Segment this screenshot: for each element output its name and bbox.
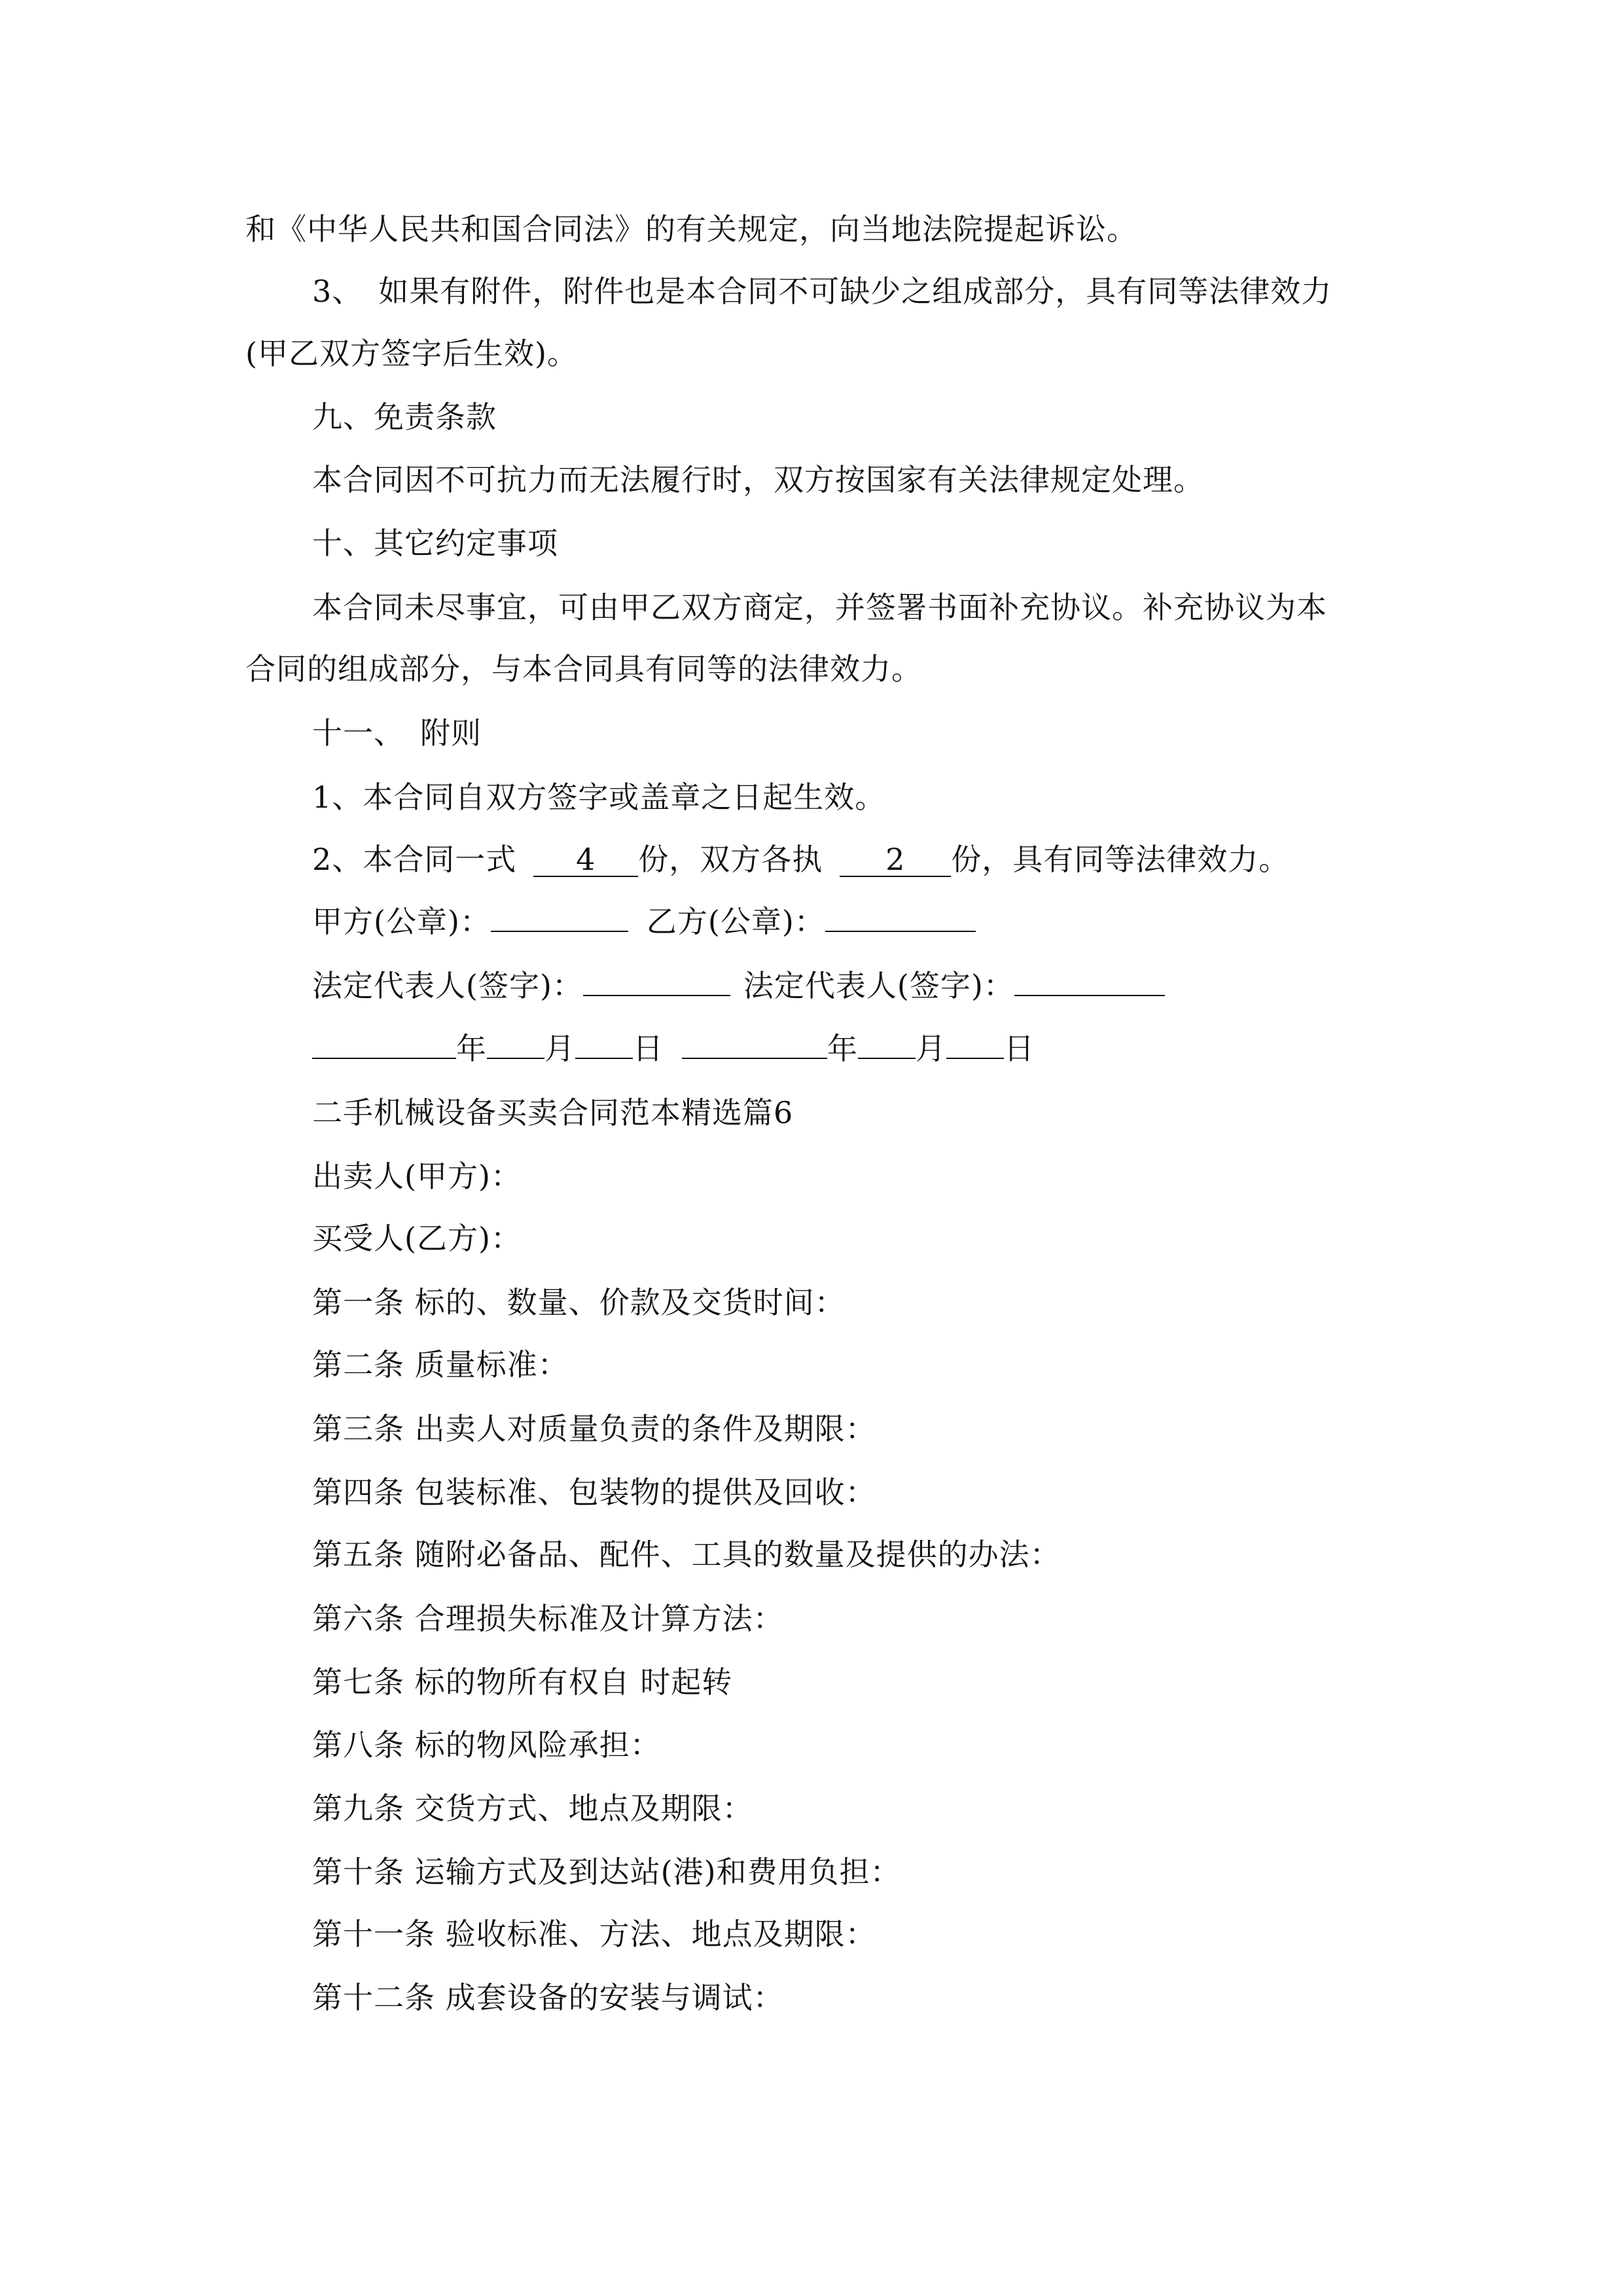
date-a-year: 年 xyxy=(456,1031,487,1066)
date-b-month-blank xyxy=(858,1029,916,1059)
copies-suffix: 份，具有同等法律效力。 xyxy=(951,842,1290,877)
party-b-seal-label: 乙方(公章)： xyxy=(646,904,825,939)
date-b-year: 年 xyxy=(827,1031,858,1066)
article-12: 第十二条 成套设备的安装与调试： xyxy=(312,1980,784,2015)
article-10: 第十条 运输方式及到达站(港)和费用负担： xyxy=(312,1854,901,1890)
signature-seal-line xyxy=(312,902,976,941)
date-a-month: 月 xyxy=(544,1031,575,1066)
date-a-day-blank xyxy=(575,1029,633,1059)
date-b-year-blank xyxy=(682,1029,827,1059)
signature-date-line xyxy=(312,1029,1035,1068)
party-a-seal-blank xyxy=(491,902,628,932)
heading-section-10: 十、其它约定事项 xyxy=(312,526,558,561)
paragraph-dispute-clause-end: 和《中华人民共和国合同法》的有关规定，向当地法院提起诉讼。 xyxy=(245,211,1137,247)
rep-a-label: 法定代表人(签字)： xyxy=(312,968,583,1003)
article-3: 第三条 出卖人对质量负责的条件及期限： xyxy=(312,1411,876,1446)
buyer-label: 买受人(乙方)： xyxy=(312,1221,522,1256)
date-b-day: 日 xyxy=(1004,1031,1035,1066)
paragraph-force-majeure: 本合同因不可抗力而无法履行时，双方按国家有关法律规定处理。 xyxy=(312,462,1204,497)
rep-a-blank xyxy=(583,966,730,996)
date-b-month: 月 xyxy=(916,1031,946,1066)
contract-6-title: 二手机械设备买卖合同范本精选篇6 xyxy=(312,1095,794,1130)
paragraph-supplementary-agreement: 本合同未尽事宜，可由甲乙双方商定，并签署书面补充协议。补充协议为本 xyxy=(312,590,1327,625)
paragraph-effective-date: 1、本合同自双方签字或盖章之日起生效。 xyxy=(312,780,886,815)
paragraph-attachment-clause: 3、 如果有附件，附件也是本合同不可缺少之组成部分，具有同等法律效力 xyxy=(312,274,1332,309)
copies-prefix: 2、本合同一式 xyxy=(312,842,517,877)
article-9: 第九条 交货方式、地点及期限： xyxy=(312,1791,753,1826)
paragraph-supplementary-agreement-cont: 合同的组成部分，与本合同具有同等的法律效力。 xyxy=(245,651,922,687)
rep-b-label: 法定代表人(签字)： xyxy=(743,968,1014,1003)
party-b-seal-blank xyxy=(825,902,976,932)
paragraph-copies-clause xyxy=(312,840,1289,879)
party-a-seal-label: 甲方(公章)： xyxy=(312,904,491,939)
paragraph-attachment-clause-cont: (甲乙双方签字后生效)。 xyxy=(245,336,578,371)
date-a-day: 日 xyxy=(633,1031,664,1066)
article-6: 第六条 合理损失标准及计算方法： xyxy=(312,1601,784,1636)
heading-section-11: 十一、 附则 xyxy=(312,715,482,751)
rep-b-blank xyxy=(1014,966,1165,996)
heading-section-9: 九、免责条款 xyxy=(312,399,497,435)
date-b-day-blank xyxy=(946,1029,1004,1059)
seller-label: 出卖人(甲方)： xyxy=(312,1158,522,1194)
article-4: 第四条 包装标准、包装物的提供及回收： xyxy=(312,1475,876,1510)
article-2: 第二条 质量标准： xyxy=(312,1347,569,1382)
article-1: 第一条 标的、数量、价款及交货时间： xyxy=(312,1285,846,1320)
article-5: 第五条 随附必备品、配件、工具的数量及提供的办法： xyxy=(312,1537,1061,1572)
article-7: 第七条 标的物所有权自 时起转 xyxy=(312,1664,733,1700)
article-11: 第十一条 验收标准、方法、地点及期限： xyxy=(312,1916,876,1952)
article-8: 第八条 标的物风险承担： xyxy=(312,1727,661,1763)
copies-total-blank: 4 xyxy=(533,843,638,877)
copies-each-blank: 2 xyxy=(840,843,951,877)
signature-representative-line xyxy=(312,966,1165,1005)
date-a-month-blank xyxy=(487,1029,544,1059)
copies-middle: 份，双方各执 xyxy=(638,842,823,877)
date-a-year-blank xyxy=(312,1029,456,1059)
